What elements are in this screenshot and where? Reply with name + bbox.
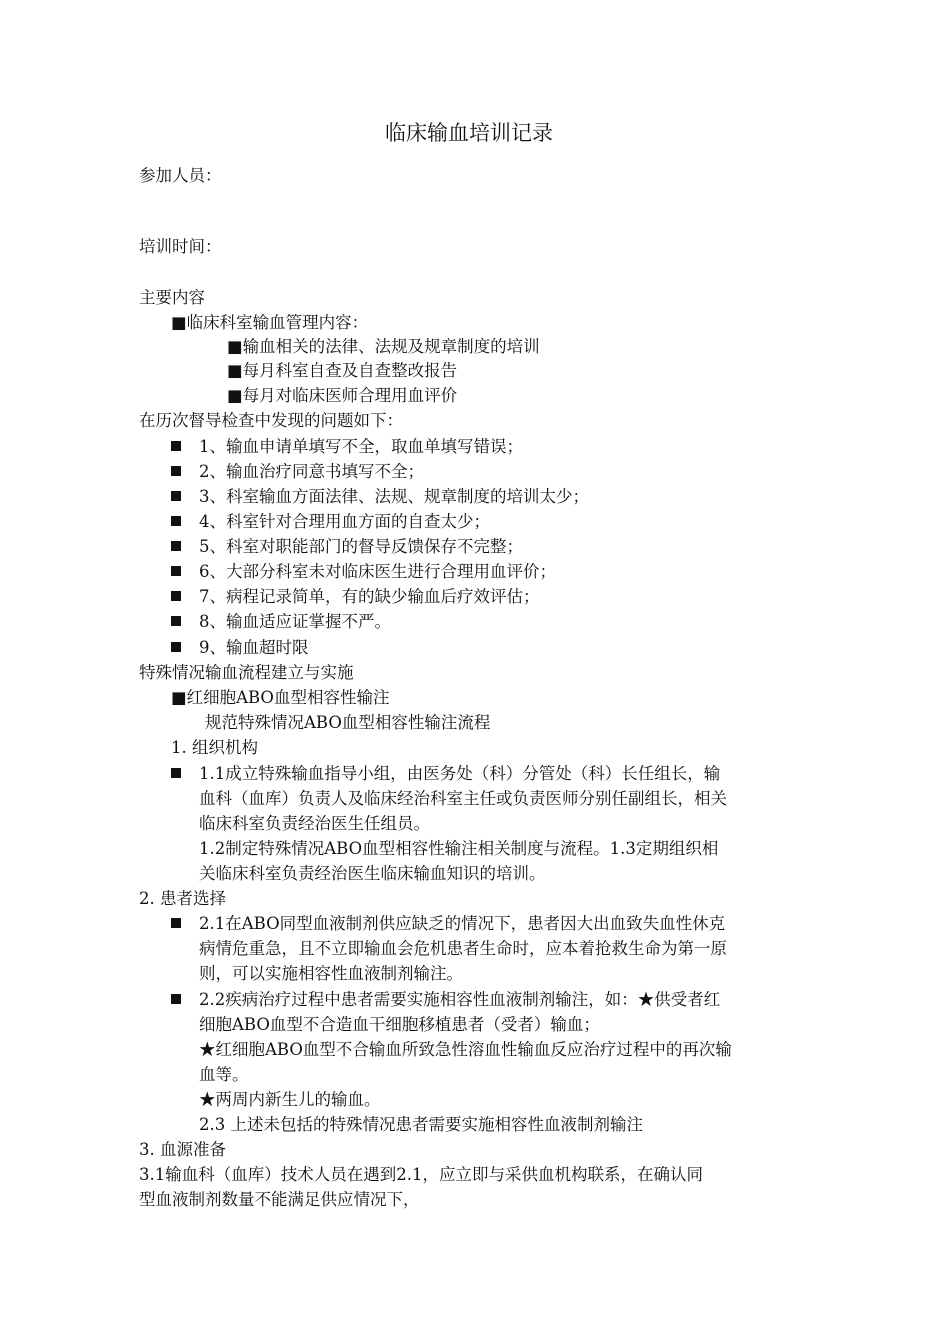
section-2-bullet	[171, 912, 181, 936]
item-2-2-line: ★红细胞ABO血型不合输血所致急性溶血性输血反应治疗过程中的再次输	[199, 1040, 732, 1059]
item-2-1-line: 则，可以实施相容性血液制剂输注。	[199, 964, 463, 983]
item-1-2-line: 1.2制定特殊情况ABO血型相容性输注相关制度与流程。1.3定期组织相	[199, 839, 719, 858]
item-1-1-line: 临床科室负责经治医生任组员。	[199, 814, 430, 833]
bullet-square-icon	[171, 441, 181, 451]
training-time-label: 培训时间：	[139, 237, 222, 256]
special-sub-heading: ■红细胞ABO血型相容性输注	[171, 688, 390, 707]
item-2-2-line: 血等。	[199, 1065, 249, 1084]
issue-text: 6、大部分科室未对临床医生进行合理用血评价；	[199, 562, 556, 581]
issue-list-item	[171, 460, 181, 484]
section-2-heading: 2. 患者选择	[139, 889, 226, 908]
participants-label: 参加人员：	[139, 166, 222, 185]
bullet-square-icon	[171, 616, 181, 626]
bullet-square-icon	[171, 642, 181, 652]
item-3-1-line: 型血液制剂数量不能满足供应情况下，	[139, 1190, 420, 1209]
issue-text: 4、科室针对合理用血方面的自查太少；	[199, 512, 490, 531]
issue-text: 3、科室输血方面法律、法规、规章制度的培训太少；	[199, 487, 589, 506]
dept-mgmt-item: ■每月对临床医师合理用血评价	[227, 386, 458, 405]
bullet-square-icon	[171, 566, 181, 576]
issue-list-item	[171, 585, 181, 609]
special-sub-title: 规范特殊情况ABO血型相容性输注流程	[205, 713, 491, 732]
item-2-2-line: ★两周内新生儿的输血。	[199, 1090, 381, 1109]
bullet-square-icon	[171, 516, 181, 526]
issue-list-item	[171, 560, 181, 584]
bullet-square-icon	[171, 591, 181, 601]
issue-text: 9、输血超时限	[199, 638, 309, 657]
dept-mgmt-item: ■输血相关的法律、法规及规章制度的培训	[227, 337, 540, 356]
issue-text: 1、输血申请单填写不全，取血单填写错误；	[199, 437, 523, 456]
issue-text: 7、病程记录简单，有的缺少输血后疗效评估；	[199, 587, 540, 606]
issue-list-item	[171, 636, 181, 660]
issue-text: 5、科室对职能部门的督导反馈保存不完整；	[199, 537, 523, 556]
dept-mgmt-heading: ■临床科室输血管理内容：	[171, 313, 369, 332]
item-2-1-line: 2.1在ABO同型血液制剂供应缺乏的情况下，患者因大出血致失血性休克	[199, 914, 726, 933]
bullet-square-icon	[171, 491, 181, 501]
issue-text: 2、输血治疗同意书填写不全；	[199, 462, 424, 481]
page-title: 临床输血培训记录	[385, 121, 553, 145]
item-2-2-line: 细胞ABO血型不合造血干细胞移植患者（受者）输血；	[199, 1015, 600, 1034]
item-1-1-line: 血科（血库）负责人及临床经治科室主任或负责医师分别任副组长，相关	[199, 789, 727, 808]
bullet-square-icon	[171, 541, 181, 551]
bullet-square-icon	[171, 768, 181, 778]
item-1-1-line: 1.1成立特殊输血指导小组，由医务处（科）分管处（科）长任组长，输	[199, 764, 721, 783]
issue-list-item	[171, 610, 181, 634]
issue-list-item	[171, 485, 181, 509]
dept-mgmt-item: ■每月科室自查及自查整改报告	[227, 361, 458, 380]
issue-list-item	[171, 535, 181, 559]
section-1-heading: 1. 组织机构	[171, 738, 258, 757]
issue-list-item	[171, 510, 181, 534]
bullet-square-icon	[171, 994, 181, 1004]
bullet-square-icon	[171, 466, 181, 476]
item-2-3-line: 2.3 上述未包括的特殊情况患者需要实施相容性血液制剂输注	[199, 1115, 643, 1134]
item-2-1-line: 病情危重急，且不立即输血会危机患者生命时，应本着抢救生命为第一原	[199, 939, 727, 958]
issue-text: 8、输血适应证掌握不严。	[199, 612, 391, 631]
item-3-1-line: 3.1输血科（血库）技术人员在遇到2.1，应立即与采供血机构联系，在确认同	[139, 1165, 703, 1184]
bullet-square-icon	[171, 918, 181, 928]
issue-list-item	[171, 435, 181, 459]
section-1-bullet	[171, 762, 181, 786]
section-2-bullet	[171, 988, 181, 1012]
section-3-heading: 3. 血源准备	[139, 1140, 226, 1159]
item-2-2-line: 2.2疾病治疗过程中患者需要实施相容性血液制剂输注，如：★供受者红	[199, 990, 721, 1009]
item-1-2-line: 关临床科室负责经治医生临床输血知识的培训。	[199, 864, 546, 883]
special-heading: 特殊情况输血流程建立与实施	[139, 663, 354, 682]
issues-heading: 在历次督导检查中发现的问题如下：	[139, 411, 403, 430]
main-content-heading: 主要内容	[139, 288, 205, 307]
